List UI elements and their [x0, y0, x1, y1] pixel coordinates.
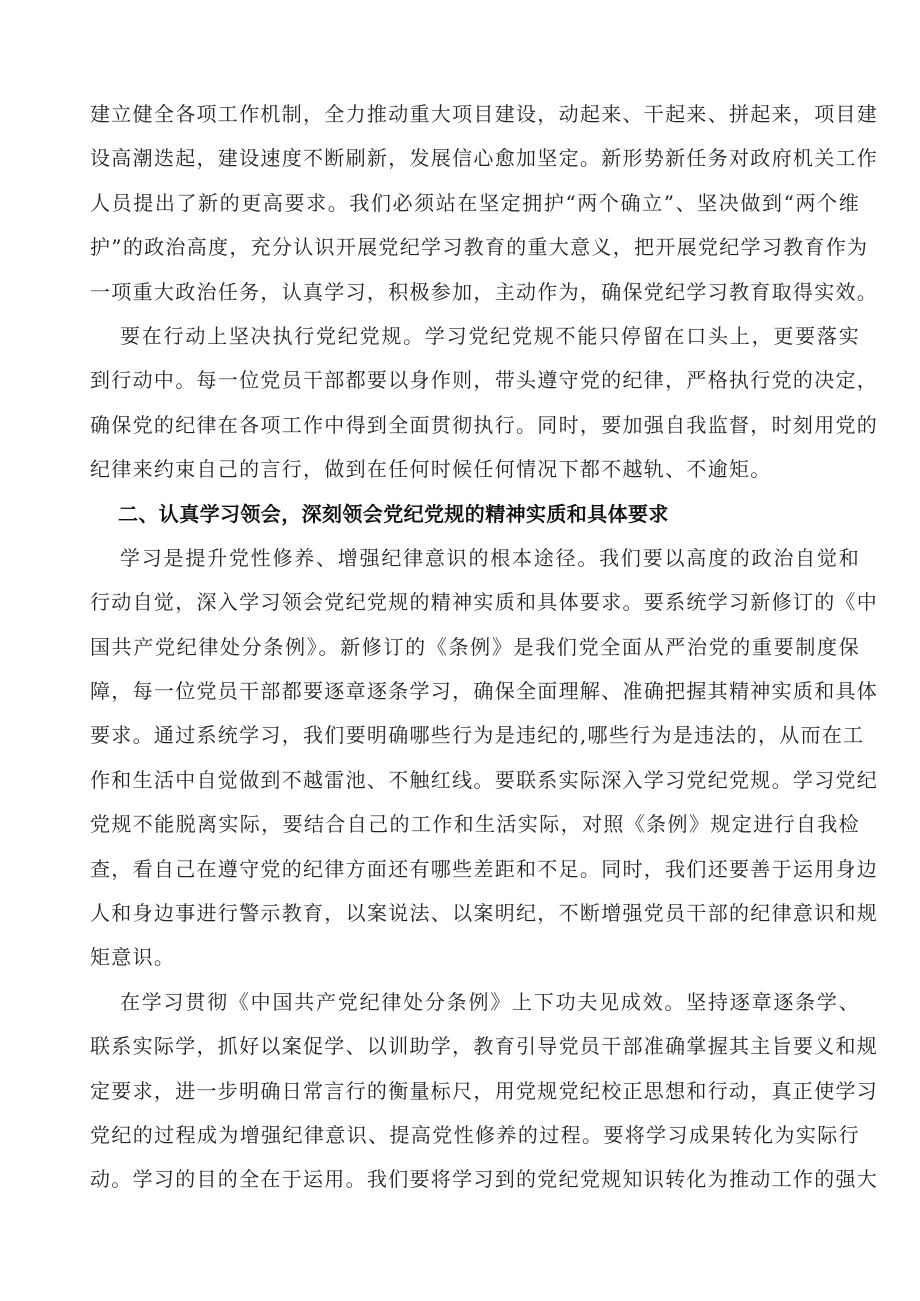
text-line: 要在行动上坚决执行党纪党规。学习党纪党规不能只停留在口头上，更要落实 — [120, 323, 860, 348]
text-line: 设高潮迭起，建设速度不断刷新，发展信心愈加坚定。新形势新任务对政府机关工作 — [90, 146, 879, 171]
text-line: 人员提出了新的更高要求。我们必须站在坚定拥护“两个确立”、坚决做到“两个维 — [90, 190, 860, 215]
text-line: 矩意识。 — [90, 945, 176, 970]
text-line: 联系实际学，抓好以案促学、以训助学，教育引导党员干部准确掌握其主旨要义和规 — [90, 1034, 879, 1059]
text-line: 障，每一位党员干部都要逐章逐条学习，确保全面理解、准确把握其精神实质和具体 — [90, 679, 879, 704]
text-line: 要求。通过系统学习，我们要明确哪些行为是违纪的,哪些行为是违法的，从而在工 — [90, 723, 865, 748]
text-line: 在学习贯彻《中国共产党纪律处分条例》上下功夫见成效。坚持逐章逐条学、 — [120, 989, 860, 1014]
text-line: 建立健全各项工作机制，全力推动重大项目建设，动起来、干起来、拼起来，项目建 — [90, 102, 879, 126]
text-line: 党纪的过程成为增强纪律意识、提高党性修养的过程。要将学习成果转化为实际行 — [90, 1122, 860, 1147]
text-line: 查，看自己在遵守党的纪律方面还有哪些差距和不足。同时，我们还要善于运用身边 — [90, 856, 879, 881]
section-heading: 二、认真学习领会，深刻领会党纪党规的精神实质和具体要求 — [118, 501, 669, 526]
text-line: 党规不能脱离实际，要结合自己的工作和生活实际，对照《条例》规定进行自我检 — [90, 812, 860, 837]
text-line: 行动自觉，深入学习领会党纪党规的精神实质和具体要求。要系统学习新修订的《中 — [90, 590, 879, 615]
text-line: 国共产党纪律处分条例》。新修订的《条例》是我们党全面从严治党的重要制度保 — [90, 634, 860, 659]
text-line: 纪律来约束自己的言行，做到在任何时候任何情况下都不越轨、不逾矩。 — [90, 457, 772, 482]
paragraph — [90, 536, 879, 980]
paragraph — [90, 314, 879, 492]
text-line: 确保党的纪律在各项工作中得到全面贯彻执行。同时，要加强自我监督，时刻用党的 — [90, 412, 879, 437]
document-body — [90, 92, 879, 1202]
text-line: 人和身边事进行警示教育，以案说法、以案明纪，不断增强党员干部的纪律意识和规 — [90, 901, 879, 926]
text-line: 动。学习的目的全在于运用。我们要将学习到的党纪党规知识转化为推动工作的强大 — [90, 1167, 879, 1192]
text-line: 护”的政治高度，充分认识开展党纪学习教育的重大意义，把开展党纪学习教育作为 — [90, 235, 869, 260]
text-line: 学习是提升党性修养、增强纪律意识的根本途径。我们要以高度的政治自觉和 — [120, 545, 860, 570]
text-line: 定要求，进一步明确日常言行的衡量标尺，用党规党纪校正思想和行动，真正使学习 — [90, 1078, 879, 1103]
paragraph — [90, 980, 879, 1202]
text-line: 到行动中。每一位党员干部都要以身作则，带头遵守党的纪律，严格执行党的决定， — [90, 368, 879, 393]
text-line: 作和生活中自觉做到不越雷池、不触红线。要联系实际深入学习党纪党规。学习党纪 — [90, 767, 879, 792]
text-line: 一项重大政治任务，认真学习，积极参加，主动作为，确保党纪学习教育取得实效。 — [90, 279, 879, 304]
paragraph — [90, 92, 879, 314]
